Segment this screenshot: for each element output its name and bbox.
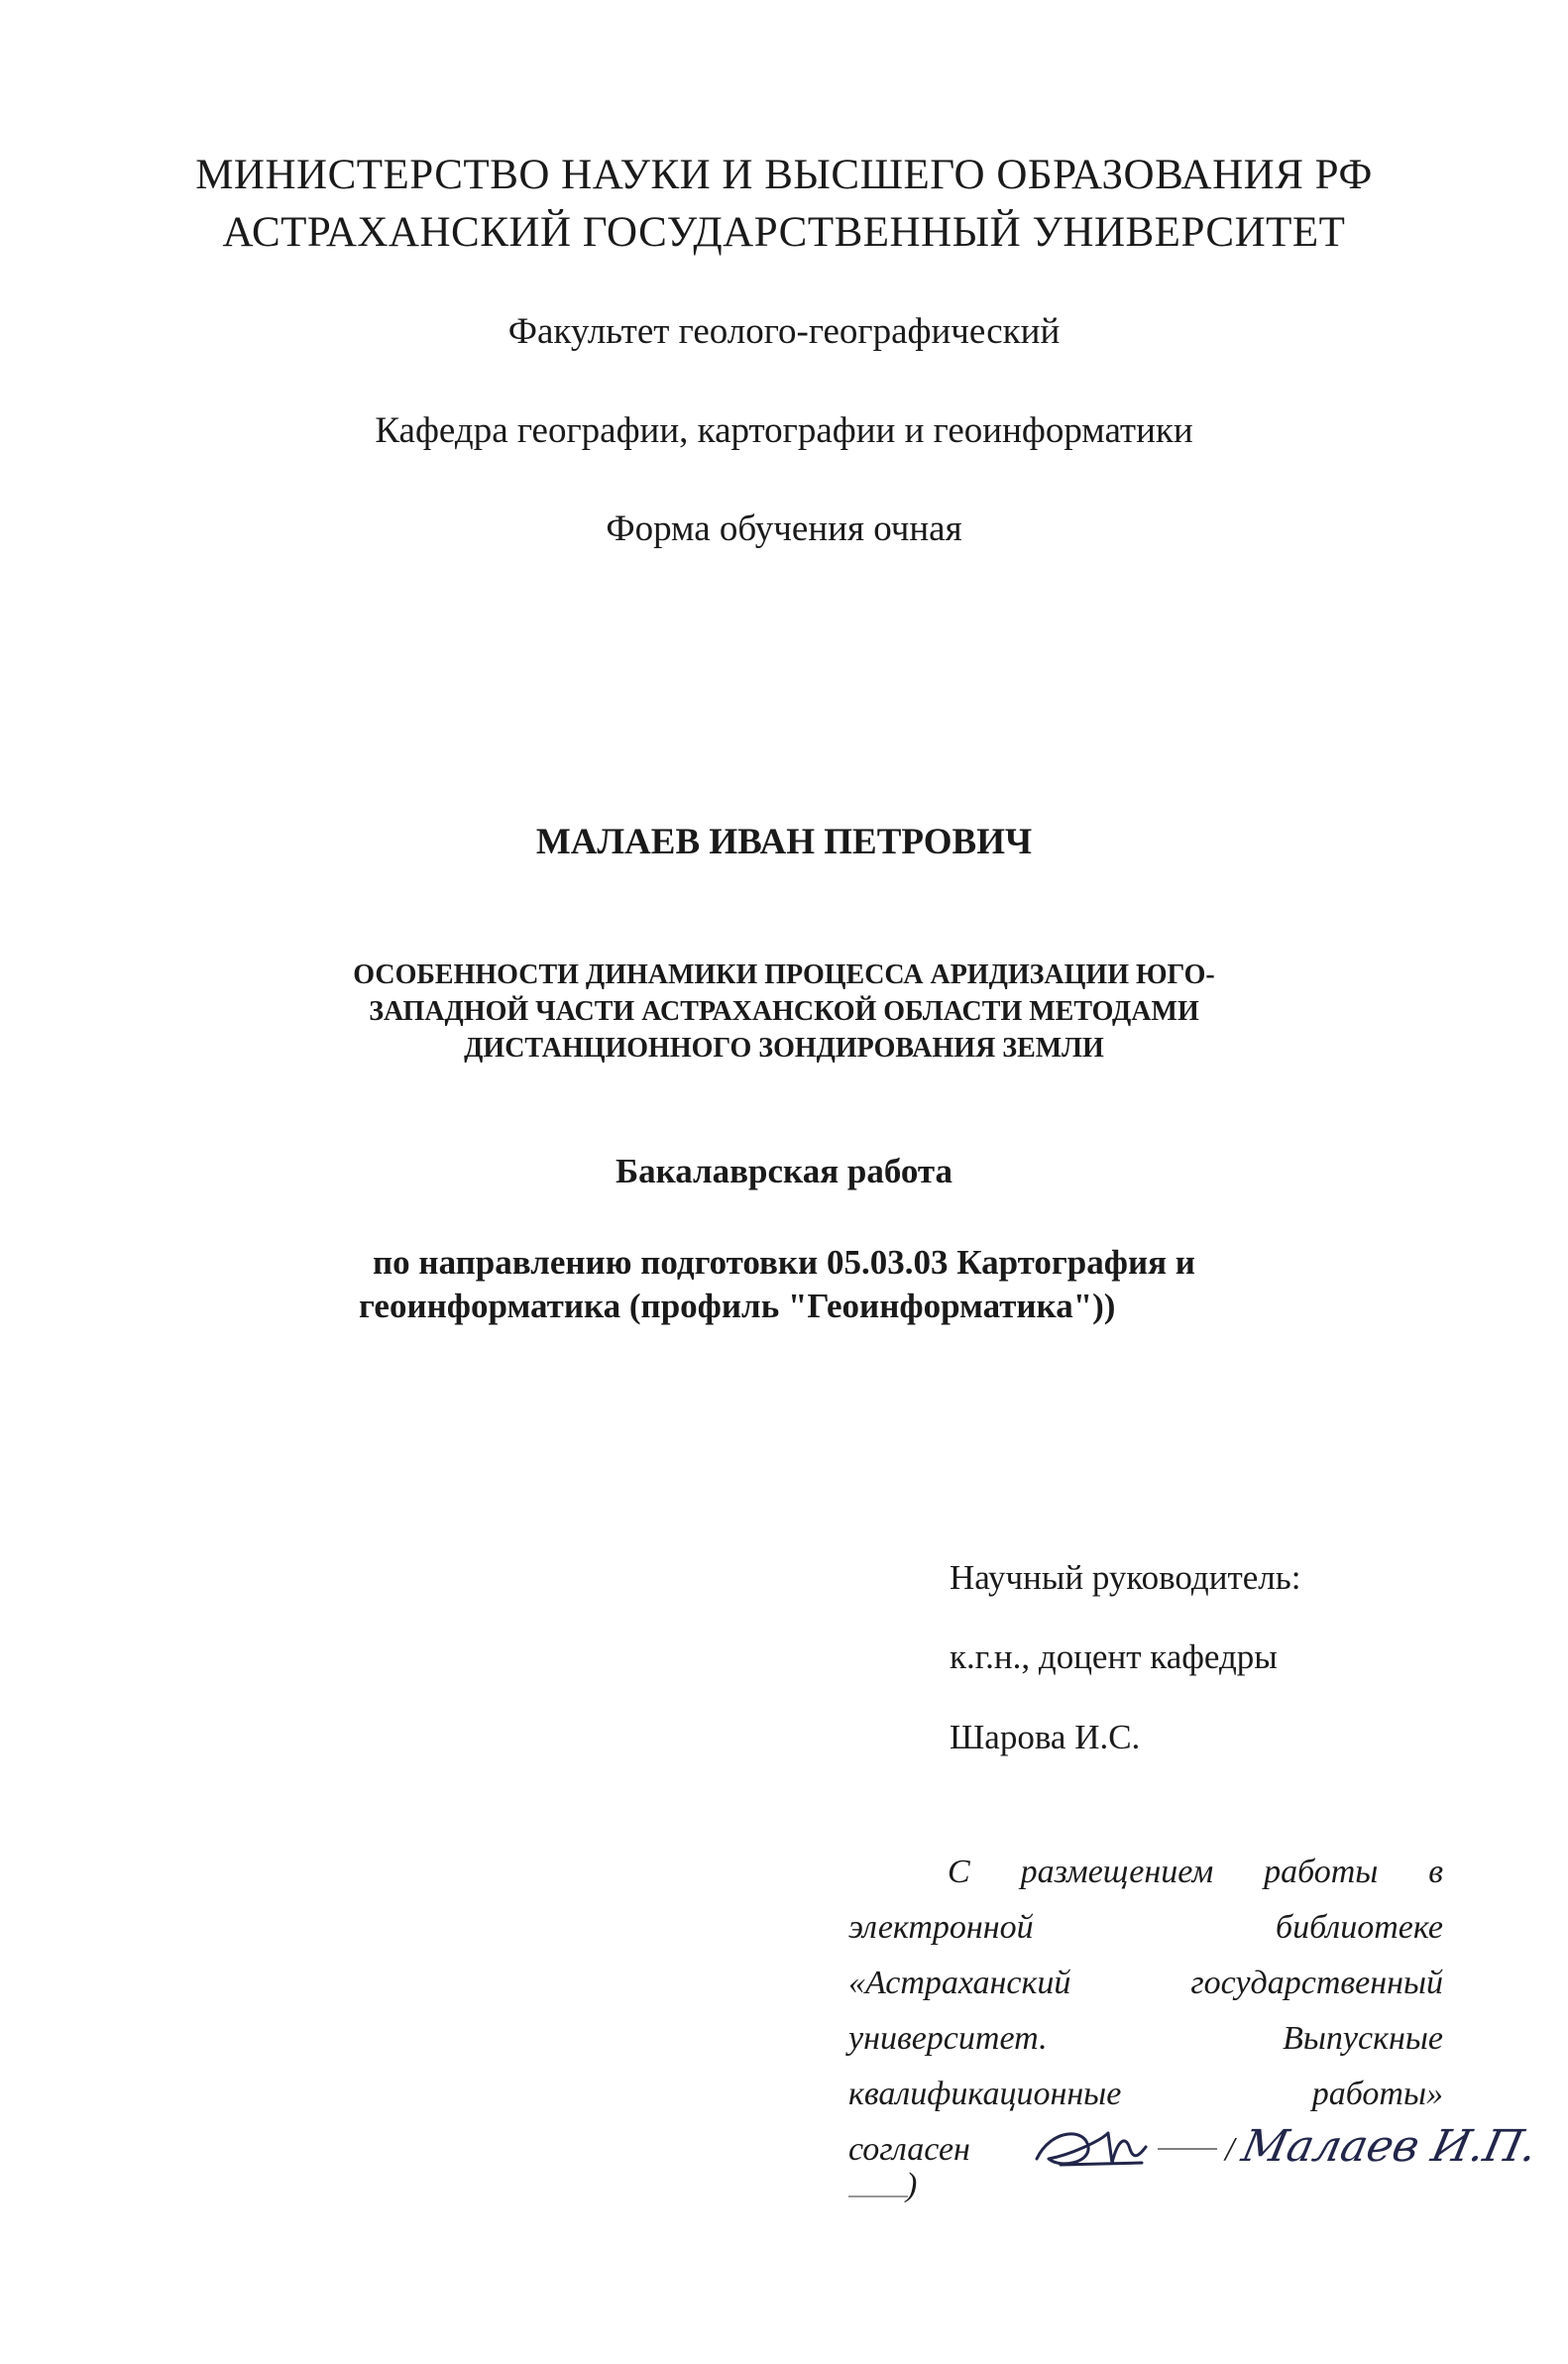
thesis-title-line-3: ДИСТАНЦИОННОГО ЗОНДИРОВАНИЯ ЗЕМЛИ — [464, 1033, 1104, 1064]
consent-word: электронной — [848, 1909, 1034, 1946]
consent-word: «Астраханский — [848, 1965, 1071, 2001]
ministry-line: МИНИСТЕРСТВО НАУКИ И ВЫСШЕГО ОБРАЗОВАНИЯ РФ — [195, 152, 1373, 198]
consent-line-5 — [848, 2076, 1443, 2113]
direction-line-1: по направлению подготовки 05.03.03 Картография и — [373, 1243, 1195, 1282]
department-line: Кафедра географии, картографии и геоинформатики — [375, 410, 1193, 451]
consent-line-4 — [848, 2020, 1443, 2058]
signature-underline — [1158, 2147, 1217, 2151]
study-form-line: Форма обучения очная — [606, 508, 962, 549]
author-name: МАЛАЕВ ИВАН ПЕТРОВИЧ — [535, 822, 1033, 862]
consent-line-3 — [848, 1965, 1443, 2002]
consent-word: библиотеке — [1276, 1909, 1443, 1946]
consent-word: государственный — [1190, 1965, 1443, 2001]
consent-word: Выпускные — [1283, 2020, 1443, 2057]
faculty-line: Факультет геолого-географический — [507, 311, 1061, 352]
consent-agreed: согласен — [848, 2131, 970, 2168]
consent-word: университет. — [848, 2020, 1048, 2057]
supervisor-position: к.г.н., доцент кафедры — [950, 1637, 1278, 1676]
thesis-title-line-1: ОСОБЕННОСТИ ДИНАМИКИ ПРОЦЕССА АРИДИЗАЦИИ ЮГО- — [353, 959, 1215, 990]
consent-word: в — [1428, 1854, 1443, 1890]
consent-word: работы — [1264, 1854, 1379, 1890]
closing-underline — [848, 2195, 908, 2198]
supervisor-name: Шарова И.С. — [950, 1718, 1141, 1756]
direction-line-2: геоинформатика (профиль "Геоинформатика")) — [359, 1287, 1116, 1325]
consent-word: работы» — [1311, 2076, 1443, 2112]
consent-slash: / — [1225, 2131, 1235, 2168]
university-line: АСТРАХАНСКИЙ ГОСУДАРСТВЕННЫЙ УНИВЕРСИТЕТ — [222, 209, 1346, 256]
consent-closing: ) — [906, 2167, 918, 2203]
consent-line-1 — [948, 1854, 1443, 1891]
supervisor-label: Научный руководитель: — [950, 1558, 1301, 1597]
thesis-title-line-2: ЗАПАДНОЙ ЧАСТИ АСТРАХАНСКОЙ ОБЛАСТИ МЕТОДАМИ — [369, 996, 1199, 1027]
consent-word: квалификационные — [848, 2076, 1122, 2112]
work-type: Бакалаврская работа — [615, 1152, 953, 1190]
handwritten-name: Малаев И.П. — [1237, 2121, 1542, 2172]
consent-line-2 — [848, 1909, 1443, 1947]
consent-word: размещением — [1020, 1854, 1214, 1890]
consent-word: С — [948, 1854, 970, 1890]
signature-icon — [1031, 2119, 1150, 2179]
